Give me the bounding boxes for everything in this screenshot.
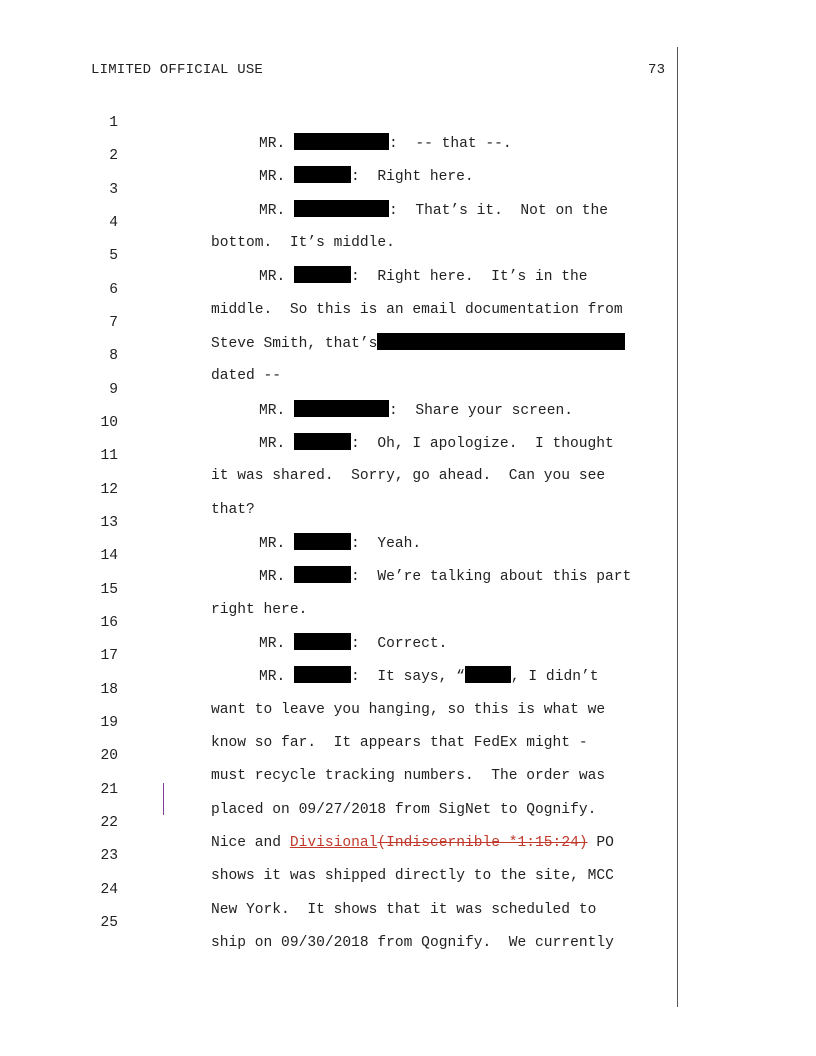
line-number: 20	[100, 748, 118, 764]
line-text: bottom. It’s middle.	[211, 235, 395, 251]
line-number: 10	[100, 415, 118, 431]
transcript-line-10	[0, 393, 816, 452]
speaker-colon: :	[351, 636, 360, 652]
line-text: ship on 09/30/2018 from Qognify. We currently	[211, 935, 614, 951]
speaker-colon: :	[389, 203, 398, 219]
tracked-deletion: (Indiscernible *1:15:24)	[377, 835, 588, 851]
speaker-label: MR.	[259, 536, 286, 552]
transcript-line-7	[0, 293, 816, 352]
line-number: 12	[100, 482, 118, 498]
transcript-line-18	[0, 660, 816, 718]
line-number: 8	[109, 348, 118, 364]
line-text: shows it was shipped directly to the site, MCC	[211, 868, 614, 884]
line-text-continued: PO	[587, 835, 614, 851]
speaker-colon: :	[351, 269, 360, 285]
transcript-line-25	[0, 893, 816, 951]
line-text: We’re talking about this part	[359, 569, 632, 585]
transcript-line-4	[0, 193, 816, 251]
line-number: 14	[100, 548, 118, 564]
speaker-colon: :	[351, 536, 360, 552]
line-text: Correct.	[359, 636, 448, 652]
line-text: must recycle tracking numbers. The order was	[211, 768, 606, 784]
speaker-colon: :	[389, 403, 398, 419]
transcript-line-17	[0, 626, 816, 685]
transcript-line-23	[0, 826, 816, 884]
classification-header: LIMITED OFFICIAL USE	[91, 62, 264, 78]
line-text: New York. It shows that it was scheduled to	[211, 902, 597, 918]
line-text: Share your screen.	[397, 403, 573, 419]
speaker-colon: :	[351, 436, 360, 452]
line-text: Steve Smith, that’s	[211, 336, 378, 352]
transcript-line-22	[0, 793, 816, 851]
line-text: Yeah.	[359, 536, 422, 552]
speaker-label: MR.	[259, 403, 286, 419]
line-text: dated --	[211, 368, 282, 384]
tracked-insertion: Divisional	[289, 835, 378, 851]
line-number: 11	[100, 448, 118, 464]
line-text: That’s it. Not on the	[397, 203, 608, 219]
speaker-label: MR.	[259, 636, 286, 652]
line-number: 1	[109, 115, 118, 131]
speaker-label: MR.	[259, 436, 286, 452]
line-text: Oh, I apologize. I thought	[359, 436, 614, 452]
line-text: right here.	[211, 602, 308, 618]
transcript-line-16	[0, 593, 816, 652]
speaker-label: MR.	[259, 569, 286, 585]
speaker-label: MR.	[259, 169, 286, 185]
line-text: placed on 09/27/2018 from SigNet to Qognify.	[211, 802, 597, 818]
line-number: 5	[109, 248, 118, 264]
line-number: 15	[100, 582, 118, 598]
transcript-line-3	[0, 160, 816, 219]
line-number: 19	[100, 715, 118, 731]
line-number: 17	[100, 648, 118, 664]
speaker-label: MR.	[259, 669, 286, 685]
transcript-line-12	[0, 460, 816, 518]
transcript-line-24	[0, 860, 816, 918]
line-text: It says, “	[359, 669, 465, 685]
line-number: 13	[100, 515, 118, 531]
line-number: 6	[109, 282, 118, 298]
line-number: 3	[109, 182, 118, 198]
line-number: 9	[109, 382, 118, 398]
line-number: 7	[109, 315, 118, 331]
line-text: that?	[211, 502, 255, 518]
line-text: Right here.	[359, 169, 474, 185]
transcript-line-2	[0, 126, 816, 185]
speaker-label: MR.	[259, 203, 286, 219]
line-number: 16	[100, 615, 118, 631]
transcript-line-13	[0, 493, 816, 552]
line-number: 23	[100, 848, 118, 864]
transcript-line-5	[0, 226, 816, 285]
transcript-line-19	[0, 693, 816, 751]
line-text: Nice and	[211, 835, 290, 851]
speaker-colon: :	[351, 669, 360, 685]
transcript-line-1	[0, 93, 816, 152]
page-number: 73	[648, 62, 666, 78]
line-text: want to leave you hanging, so this is what we	[211, 702, 606, 718]
transcript-line-14	[0, 526, 816, 585]
line-number: 21	[100, 782, 118, 798]
line-text-continued: , I didn’t	[510, 669, 599, 685]
transcript-line-9	[0, 360, 816, 419]
transcript-line-15	[0, 560, 816, 618]
line-text: -- that --.	[397, 136, 512, 152]
speaker-colon: :	[351, 169, 360, 185]
transcript-line-20	[0, 726, 816, 784]
transcript-line-8	[0, 326, 816, 384]
transcript-line-6	[0, 260, 816, 318]
line-number: 22	[100, 815, 118, 831]
line-text: it was shared. Sorry, go ahead. Can you see	[211, 468, 606, 484]
line-number: 4	[109, 215, 118, 231]
speaker-label: MR.	[259, 269, 286, 285]
line-number: 2	[109, 148, 118, 164]
line-text: middle. So this is an email documentation from	[211, 302, 623, 318]
transcript-line-21	[0, 760, 816, 818]
line-number: 18	[100, 682, 118, 698]
speaker-colon: :	[389, 136, 398, 152]
line-text: know so far. It appears that FedEx might -	[211, 735, 588, 751]
transcript-line-11	[0, 426, 816, 484]
speaker-colon: :	[351, 569, 360, 585]
line-number: 24	[100, 882, 118, 898]
line-number: 25	[100, 915, 118, 931]
line-text: Right here. It’s in the	[359, 269, 588, 285]
speaker-label: MR.	[259, 136, 286, 152]
